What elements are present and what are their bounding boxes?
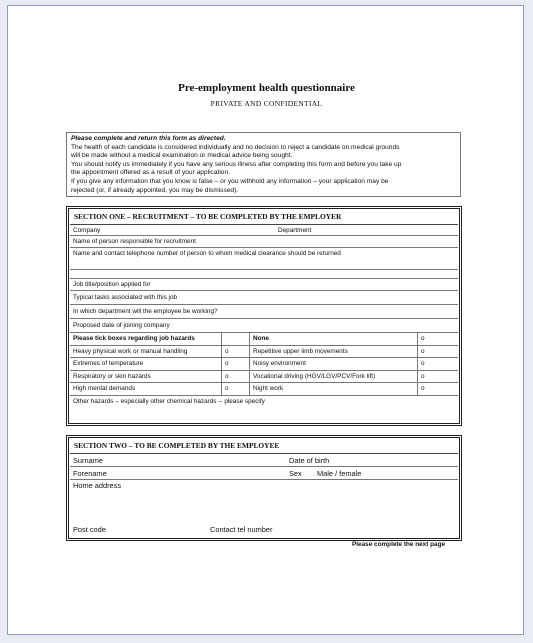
instructions-box [66, 132, 461, 197]
hazards-heading: Please tick boxes regarding job hazards [70, 333, 222, 345]
instructions-lead: Please complete and return this form as directed. [71, 135, 226, 142]
instructions-line: rejected (or, if already appointed, you may be dismissed). [71, 186, 239, 194]
company-label: Company [73, 227, 101, 234]
hazard-checkbox[interactable]: o [222, 346, 250, 358]
section-one-heading: SECTION ONE – RECRUITMENT – TO BE COMPLETED BY THE EMPLOYER [70, 210, 458, 225]
join-date-row[interactable] [70, 319, 458, 333]
recruiter-row[interactable] [70, 236, 458, 248]
hazard-row [70, 346, 458, 359]
other-hazards-row[interactable] [70, 396, 458, 422]
none-label: None [250, 333, 418, 345]
hazard-checkbox[interactable]: o [421, 360, 425, 367]
instructions-line: The health of each candidate is considered individually and no decision to reject a candidate on medical grounds [71, 143, 400, 151]
recruiter-label: Name of person responsible for recruitment [73, 238, 196, 245]
hazard-checkbox[interactable]: o [421, 385, 425, 392]
sex-label: Sex [289, 469, 302, 478]
hazard-label: Repetitive upper limb movements [250, 346, 418, 358]
contact-tel-label: Contact tel number [210, 525, 273, 534]
other-hazards-label: Other hazards – especially other chemical hazards -- please specify [73, 397, 265, 405]
job-title-label: Job title/position applied for [73, 281, 151, 288]
instructions-line: will be made without a medical examination or medical advice being sought. [71, 152, 293, 160]
none-checkbox[interactable]: o [421, 335, 425, 342]
section-one [66, 206, 462, 426]
hazard-label: High mental demands [70, 383, 222, 395]
section-two [66, 435, 462, 541]
hazard-checkbox[interactable]: o [222, 383, 250, 395]
hazard-label: Heavy physical work or manual handling [70, 346, 222, 358]
hazards-header-row [70, 333, 458, 346]
hazard-blank [222, 333, 250, 345]
forename-row[interactable] [70, 467, 458, 480]
next-page-note: Please complete the next page [352, 541, 446, 548]
department-work-row[interactable] [70, 305, 458, 319]
hazard-label: Extremes of temperature [70, 358, 222, 370]
sex-options[interactable]: Male / female [317, 469, 362, 478]
contact-label: Name and contact telephone number of person to whom medical clearance should be returned [73, 250, 341, 257]
department-label: Department [278, 227, 312, 234]
form-subtitle: PRIVATE AND CONFIDENTIAL [210, 99, 323, 108]
contact-row[interactable] [70, 248, 458, 270]
instructions-line: If you give any information that you know is false – or you withhold any information – your application may be [71, 177, 389, 185]
hazard-checkbox[interactable]: o [421, 372, 425, 380]
join-date-label: Proposed date of joining company [73, 322, 170, 329]
post-code-label: Post code [73, 525, 106, 534]
hazard-label: Respiratory or skin hazards [70, 371, 222, 383]
hazard-label: Vocational driving (HGV/LGV/PCV/Fork lift) [250, 371, 418, 383]
spacer [70, 270, 458, 279]
hazard-label: Night work [250, 383, 418, 395]
company-row[interactable] [70, 225, 458, 236]
department-work-label: In which department will the employee be working? [73, 308, 218, 315]
tasks-label: Typical tasks associated with this job [73, 294, 178, 301]
hazard-row [70, 371, 458, 384]
job-title-row[interactable] [70, 279, 458, 291]
hazard-row [70, 358, 458, 371]
home-address-label: Home address [73, 481, 122, 490]
instructions-line: You should notify us immediately if you have any serious illness after completing this form and before you take up [71, 160, 402, 168]
hazard-row [70, 383, 458, 396]
dob-label: Date of birth [289, 456, 330, 465]
surname-row[interactable] [70, 454, 458, 467]
hazard-checkbox[interactable]: o [222, 371, 250, 383]
instructions-line: the appointment offered as a result of your application. [71, 169, 230, 177]
forename-label: Forename [73, 469, 107, 478]
tasks-row[interactable] [70, 291, 458, 305]
hazard-checkbox[interactable]: o [421, 347, 425, 355]
address-row[interactable] [70, 480, 458, 539]
form-title: Pre-employment health questionnaire [178, 82, 355, 94]
hazard-label: Noisy environment [250, 358, 418, 370]
section-two-heading: SECTION TWO – TO BE COMPLETED BY THE EMPLOYEE [70, 439, 458, 454]
surname-label: Surname [73, 456, 103, 465]
hazard-checkbox[interactable]: o [222, 358, 250, 370]
